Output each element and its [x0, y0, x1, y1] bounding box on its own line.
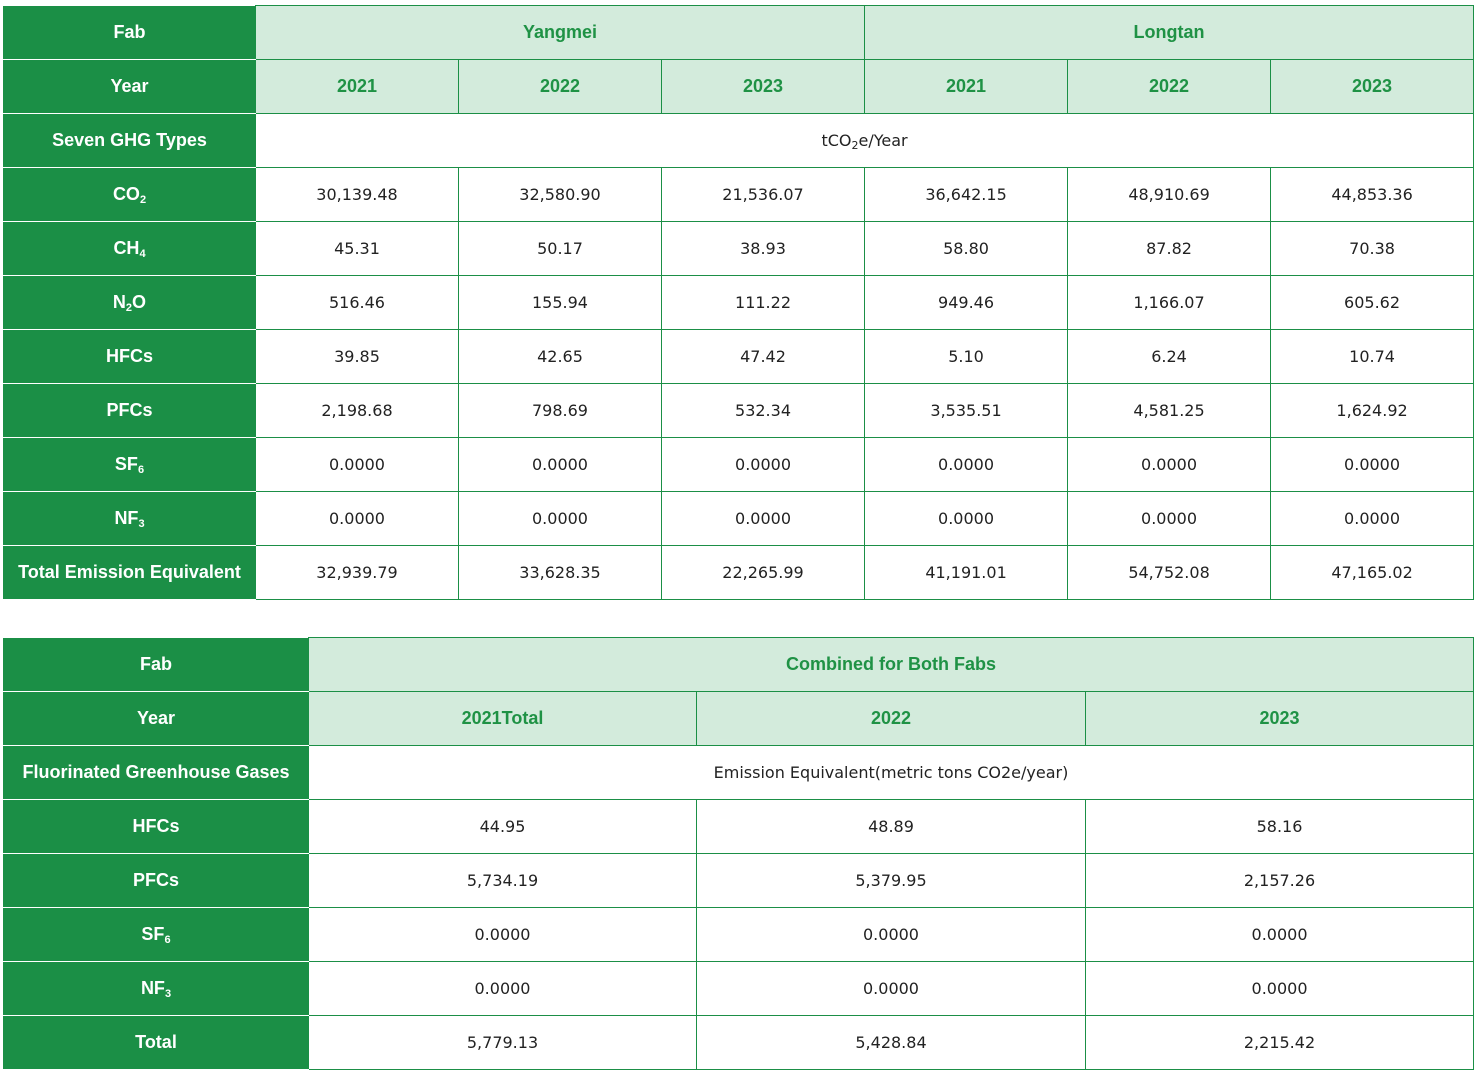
row-label — [4, 384, 256, 438]
table-cell: 5,379.95 — [697, 854, 1086, 908]
table-cell: 605.62 — [1271, 276, 1474, 330]
table-cell: 0.0000 — [865, 438, 1068, 492]
table-row — [4, 384, 1474, 438]
row-label-sub: 2 — [125, 302, 133, 314]
table-cell: 32,939.79 — [256, 546, 459, 600]
table-cell: 516.46 — [256, 276, 459, 330]
table-cell: 58.16 — [1086, 800, 1474, 854]
unit-label — [256, 114, 1474, 168]
table-cell: 5.10 — [865, 330, 1068, 384]
table-cell: 0.0000 — [1086, 962, 1474, 1016]
table-cell: 0.0000 — [697, 908, 1086, 962]
row-label — [4, 438, 256, 492]
fluorinated-gases-table — [3, 637, 1474, 1070]
unit-sub: 2 — [851, 139, 859, 152]
year-header: 2022 — [459, 60, 662, 114]
year-header: 2021 — [256, 60, 459, 114]
row-label — [4, 1016, 309, 1070]
table-cell: 111.22 — [662, 276, 865, 330]
table-cell: 0.0000 — [309, 962, 697, 1016]
row-label — [4, 330, 256, 384]
row-label — [4, 276, 256, 330]
year-header: 2021 — [865, 60, 1068, 114]
table-cell: 42.65 — [459, 330, 662, 384]
table-cell: 0.0000 — [1271, 438, 1474, 492]
row-label-pre: Total Emission Equivalent — [18, 562, 241, 582]
row-label-pre: SF — [141, 924, 165, 944]
fab-combined: Combined for Both Fabs — [309, 638, 1474, 692]
table-cell: 10.74 — [1271, 330, 1474, 384]
table-cell: 30,139.48 — [256, 168, 459, 222]
unit-pre: tCO — [821, 131, 852, 150]
fluorinated-data-rows — [4, 800, 1474, 1070]
table-row — [4, 222, 1474, 276]
fab-label: Fab — [4, 6, 256, 60]
table-cell: 48,910.69 — [1068, 168, 1271, 222]
year-header: 2023 — [662, 60, 865, 114]
row-label — [4, 908, 309, 962]
row-label-pre: PFCs — [106, 400, 153, 420]
table-cell: 5,779.13 — [309, 1016, 697, 1070]
table-cell: 6.24 — [1068, 330, 1271, 384]
table-row — [4, 800, 1474, 854]
row-label-sub: 6 — [164, 934, 171, 946]
table-cell: 41,191.01 — [865, 546, 1068, 600]
fab-longtan: Longtan — [865, 6, 1474, 60]
year-label: Year — [4, 60, 256, 114]
table-cell: 0.0000 — [309, 908, 697, 962]
row-label-sub: 3 — [164, 988, 172, 1000]
table-cell: 32,580.90 — [459, 168, 662, 222]
year-label: Year — [4, 692, 309, 746]
table-cell: 47,165.02 — [1271, 546, 1474, 600]
row-label-sub: 4 — [139, 248, 146, 260]
row-label — [4, 854, 309, 908]
row-label-pre: SF — [114, 454, 138, 474]
table-cell: 50.17 — [459, 222, 662, 276]
table-cell: 54,752.08 — [1068, 546, 1271, 600]
table-cell: 36,642.15 — [865, 168, 1068, 222]
row-label — [4, 168, 256, 222]
table-row — [4, 962, 1474, 1016]
row-label-pre: HFCs — [105, 346, 153, 366]
fab-header-row — [4, 638, 1474, 692]
row-label-pre: CO — [112, 184, 140, 204]
table-row — [4, 854, 1474, 908]
table-cell: 949.46 — [865, 276, 1068, 330]
table-cell: 58.80 — [865, 222, 1068, 276]
table-cell: 1,624.92 — [1271, 384, 1474, 438]
table-cell: 0.0000 — [1068, 438, 1271, 492]
table-cell: 0.0000 — [1086, 908, 1474, 962]
table-row — [4, 1016, 1474, 1070]
fluorinated-gases-label: Fluorinated Greenhouse Gases — [4, 746, 309, 800]
year-header: 2021Total — [309, 692, 697, 746]
table-row — [4, 276, 1474, 330]
table-cell: 798.69 — [459, 384, 662, 438]
table-cell: 70.38 — [1271, 222, 1474, 276]
table-cell: 2,157.26 — [1086, 854, 1474, 908]
table-cell: 532.34 — [662, 384, 865, 438]
row-label-pre: CH — [113, 238, 140, 258]
ghg-by-fab-table — [3, 5, 1474, 600]
row-label-pre: PFCs — [132, 870, 179, 890]
table-cell: 33,628.35 — [459, 546, 662, 600]
ghg-data-rows — [4, 168, 1474, 600]
year-header-row — [4, 692, 1474, 746]
row-label-pre: HFCs — [132, 816, 180, 836]
table-cell: 4,581.25 — [1068, 384, 1271, 438]
table-cell: 1,166.07 — [1068, 276, 1271, 330]
table-cell: 0.0000 — [662, 492, 865, 546]
row-label-pre: Total — [135, 1032, 177, 1052]
table-cell: 0.0000 — [459, 438, 662, 492]
year-header: 2023 — [1086, 692, 1474, 746]
unit-label: Emission Equivalent(metric tons CO2e/year) — [309, 746, 1474, 800]
table-row — [4, 438, 1474, 492]
unit-row — [4, 746, 1474, 800]
fab-header-row — [4, 6, 1474, 60]
row-label — [4, 800, 309, 854]
table-cell: 45.31 — [256, 222, 459, 276]
table-row — [4, 330, 1474, 384]
table-cell: 44,853.36 — [1271, 168, 1474, 222]
table-row — [4, 168, 1474, 222]
row-label-sub: 2 — [139, 194, 147, 206]
table-cell: 2,198.68 — [256, 384, 459, 438]
table-cell: 155.94 — [459, 276, 662, 330]
row-label-pre: N — [112, 292, 126, 312]
table-cell: 5,428.84 — [697, 1016, 1086, 1070]
table-cell: 47.42 — [662, 330, 865, 384]
fab-label: Fab — [4, 638, 309, 692]
table-cell: 0.0000 — [1068, 492, 1271, 546]
table-cell: 39.85 — [256, 330, 459, 384]
table-cell: 3,535.51 — [865, 384, 1068, 438]
table-cell: 0.0000 — [865, 492, 1068, 546]
row-label — [4, 546, 256, 600]
year-header-row — [4, 60, 1474, 114]
table-cell: 5,734.19 — [309, 854, 697, 908]
table-cell: 38.93 — [662, 222, 865, 276]
row-label-sub: 6 — [137, 464, 145, 476]
table-cell: 0.0000 — [459, 492, 662, 546]
year-header: 2022 — [1068, 60, 1271, 114]
row-label-post: O — [132, 292, 147, 312]
table-cell: 21,536.07 — [662, 168, 865, 222]
table-cell: 44.95 — [309, 800, 697, 854]
ghg-types-label: Seven GHG Types — [4, 114, 256, 168]
year-header: 2022 — [697, 692, 1086, 746]
unit-post: e/Year — [858, 131, 908, 150]
row-label-pre: NF — [140, 978, 165, 998]
table-row — [4, 908, 1474, 962]
row-label — [4, 222, 256, 276]
row-label — [4, 492, 256, 546]
table-cell: 87.82 — [1068, 222, 1271, 276]
year-header: 2023 — [1271, 60, 1474, 114]
table-cell: 48.89 — [697, 800, 1086, 854]
table-cell: 0.0000 — [662, 438, 865, 492]
table-cell: 0.0000 — [697, 962, 1086, 1016]
table-cell: 2,215.42 — [1086, 1016, 1474, 1070]
row-label — [4, 962, 309, 1016]
row-label-pre: NF — [114, 508, 139, 528]
table-row — [4, 492, 1474, 546]
table-cell: 0.0000 — [256, 438, 459, 492]
table-row — [4, 546, 1474, 600]
table-cell: 22,265.99 — [662, 546, 865, 600]
table-cell: 0.0000 — [256, 492, 459, 546]
row-label-sub: 3 — [138, 518, 145, 530]
table-cell: 0.0000 — [1271, 492, 1474, 546]
fab-yangmei: Yangmei — [256, 6, 865, 60]
unit-row — [4, 114, 1474, 168]
